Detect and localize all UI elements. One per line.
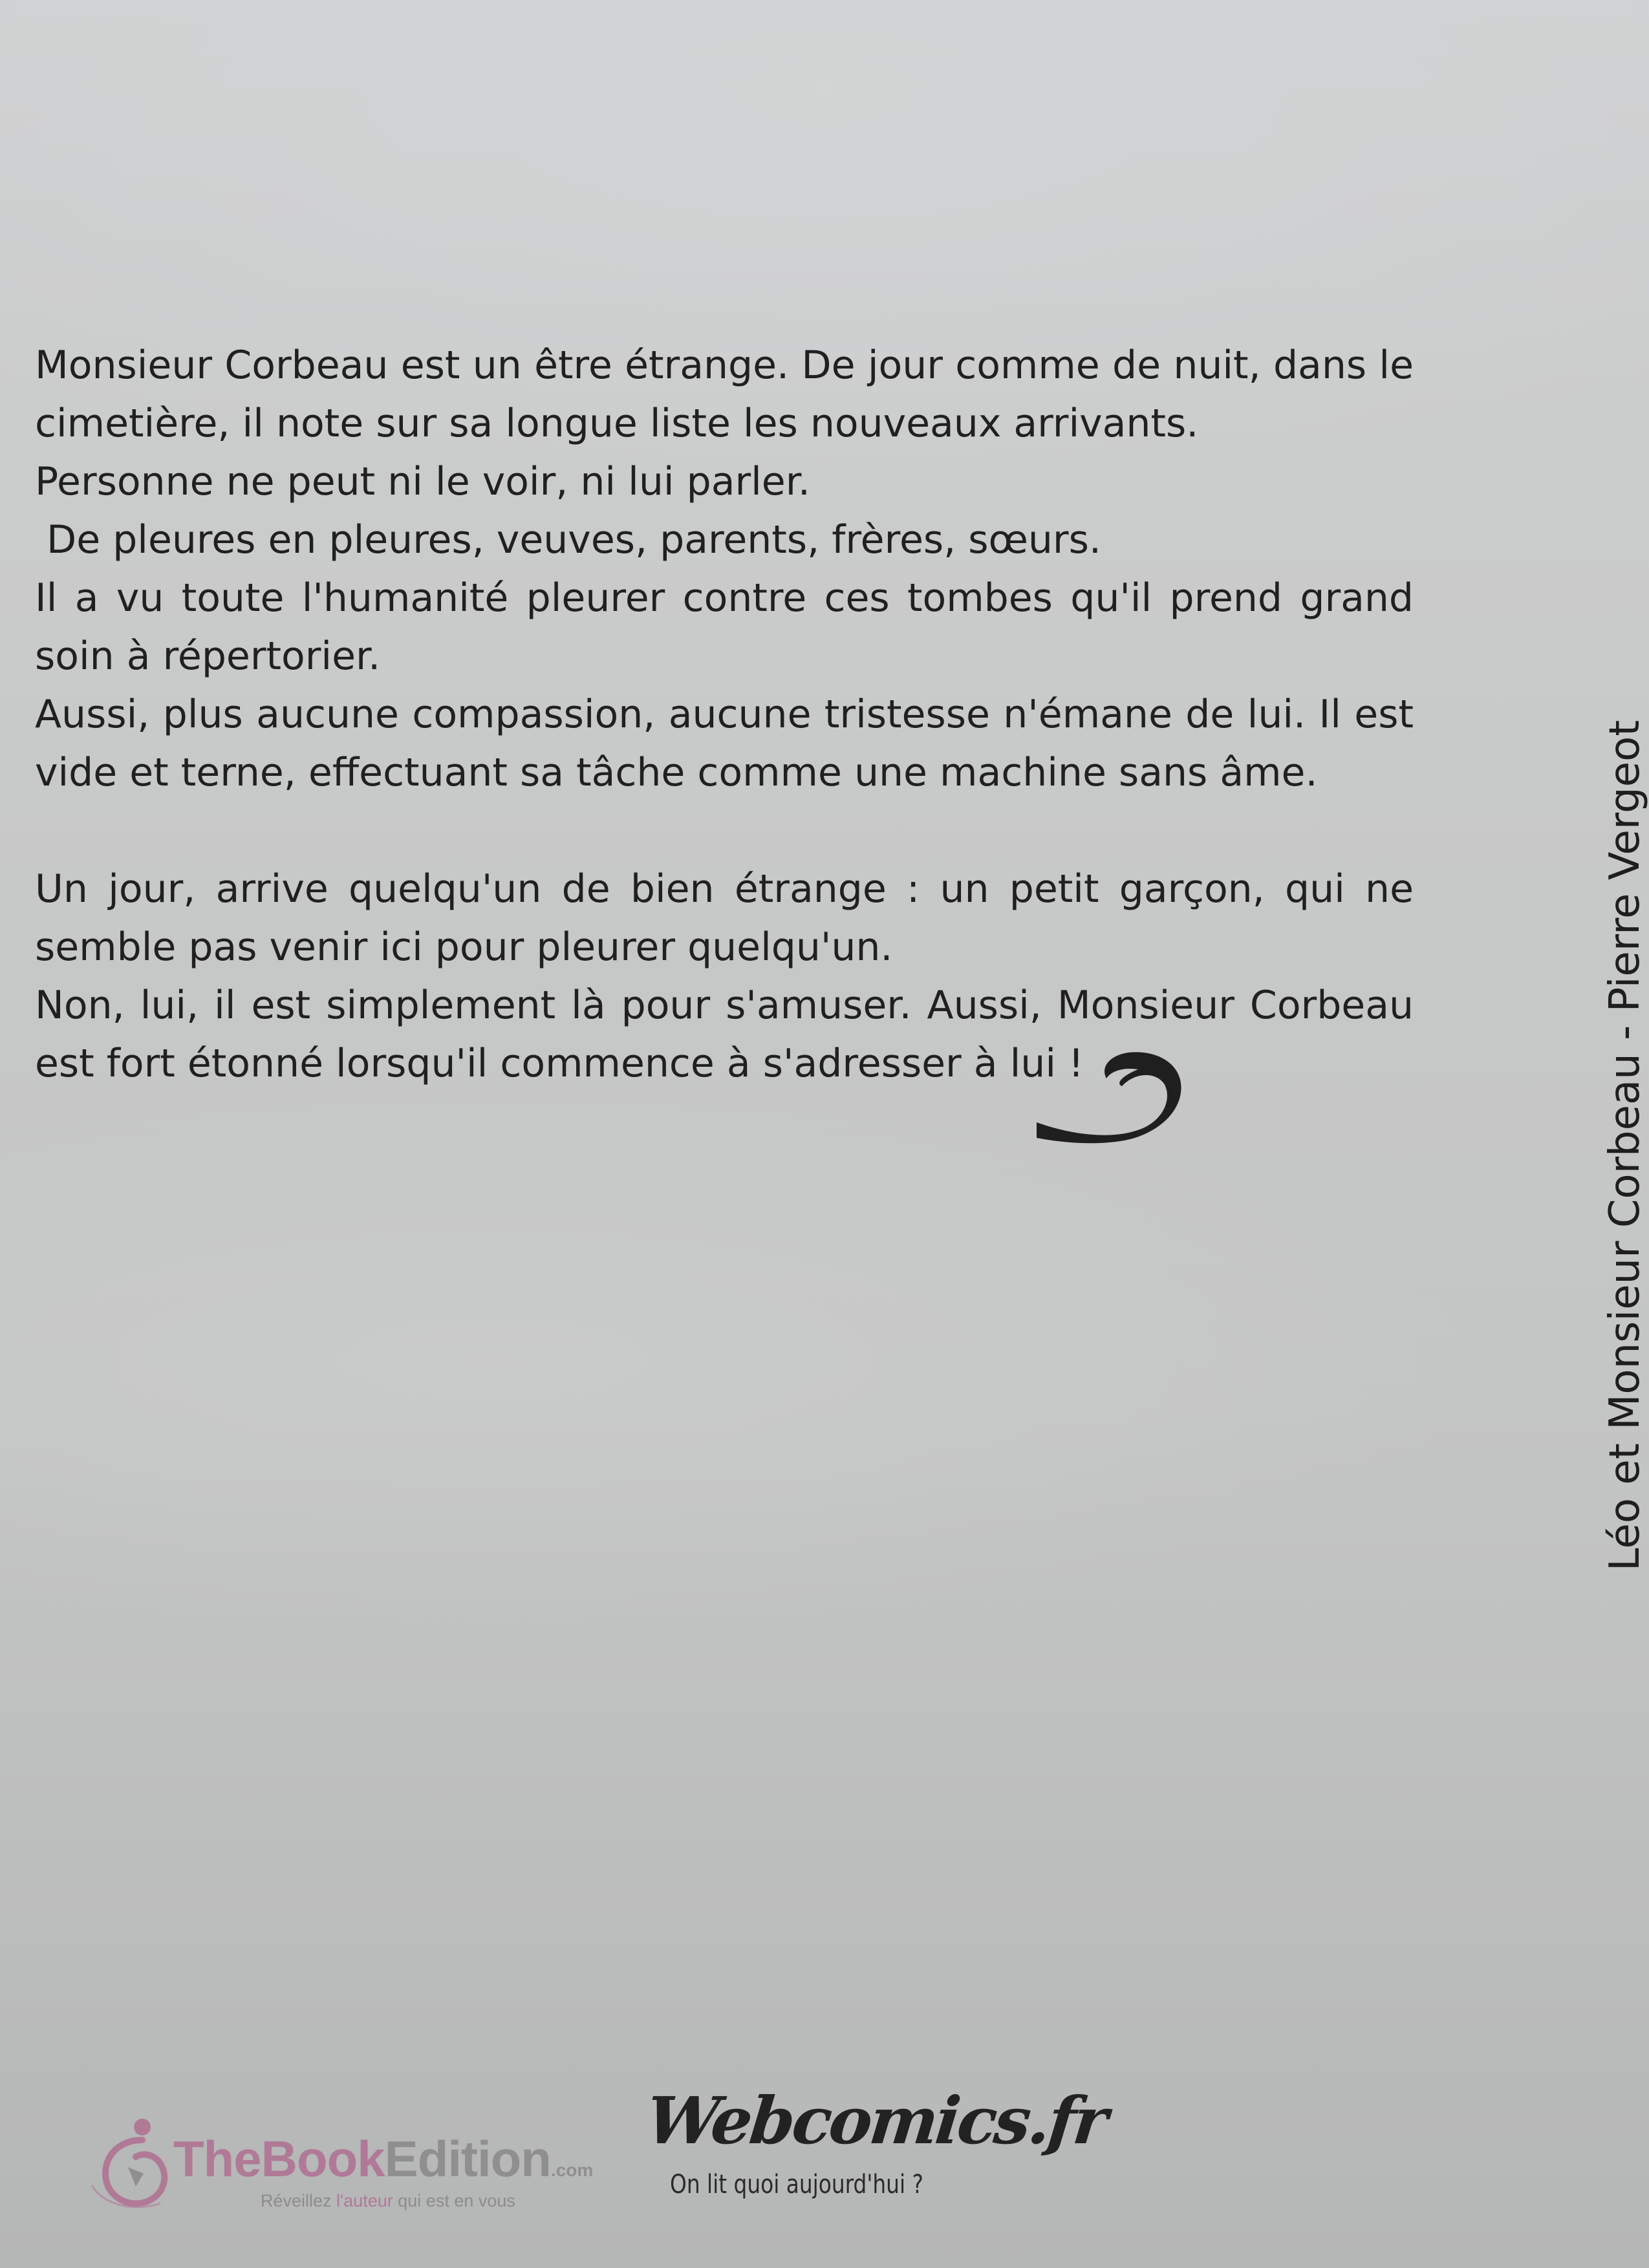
thebookedition-the: The <box>173 2130 261 2187</box>
thebookedition-tagline <box>261 2190 515 2211</box>
thebookedition-logo <box>89 2114 607 2224</box>
blurb-line: Personne ne peut ni le voir, ni lui parler. <box>35 459 810 504</box>
blurb-text <box>35 336 1414 1093</box>
tagline-start: Réveillez <box>261 2191 337 2210</box>
tagline-end: qui est en vous <box>393 2191 515 2210</box>
thebookedition-mark-icon <box>89 2114 173 2211</box>
swirl-ornament-icon <box>1031 1047 1193 1170</box>
blurb-line: Il a vu toute l'humanité pleurer contre ces tombes qu'il prend grand soin à répertorier. <box>35 575 1414 679</box>
tagline-highlight: l'auteur <box>336 2191 393 2210</box>
thebookedition-book: Book <box>261 2130 385 2187</box>
webcomics-logo <box>642 2082 1109 2218</box>
blurb-line: Un jour, arrive quelqu'un de bien étrange : un petit garçon, qui ne semble pas venir ici pour pleurer quelqu'un. <box>35 866 1414 970</box>
thebookedition-dotcom: .com <box>550 2160 594 2180</box>
paragraph-gap <box>35 802 1414 860</box>
spine-title: Léo et Monsieur Corbeau - Pierre Vergeot <box>1601 720 1649 1571</box>
thebookedition-wordmark <box>173 2130 593 2199</box>
blurb-line: Monsieur Corbeau est un être étrange. De jour comme de nuit, dans le cimetière, il note sur sa longue liste les nouveaux arrivants. <box>35 343 1414 446</box>
blurb-line: De pleures en pleures, veuves, parents, frères, sœurs. <box>47 517 1101 562</box>
webcomics-wordmark: Webcomics.fr <box>642 2082 1109 2159</box>
webcomics-tagline: On lit quoi aujourd'hui ? <box>670 2170 923 2199</box>
blurb-line: Aussi, plus aucune compassion, aucune tristesse n'émane de lui. Il est vide et terne, effectuant sa tâche comme une machine sans âme. <box>35 692 1414 795</box>
blurb-line: Non, lui, il est simplement là pour s'amuser. Aussi, Monsieur Corbeau est fort étonné lorsqu'il commence à s'adresser à lui ! <box>35 983 1414 1086</box>
thebookedition-edition: Edition <box>384 2130 551 2187</box>
